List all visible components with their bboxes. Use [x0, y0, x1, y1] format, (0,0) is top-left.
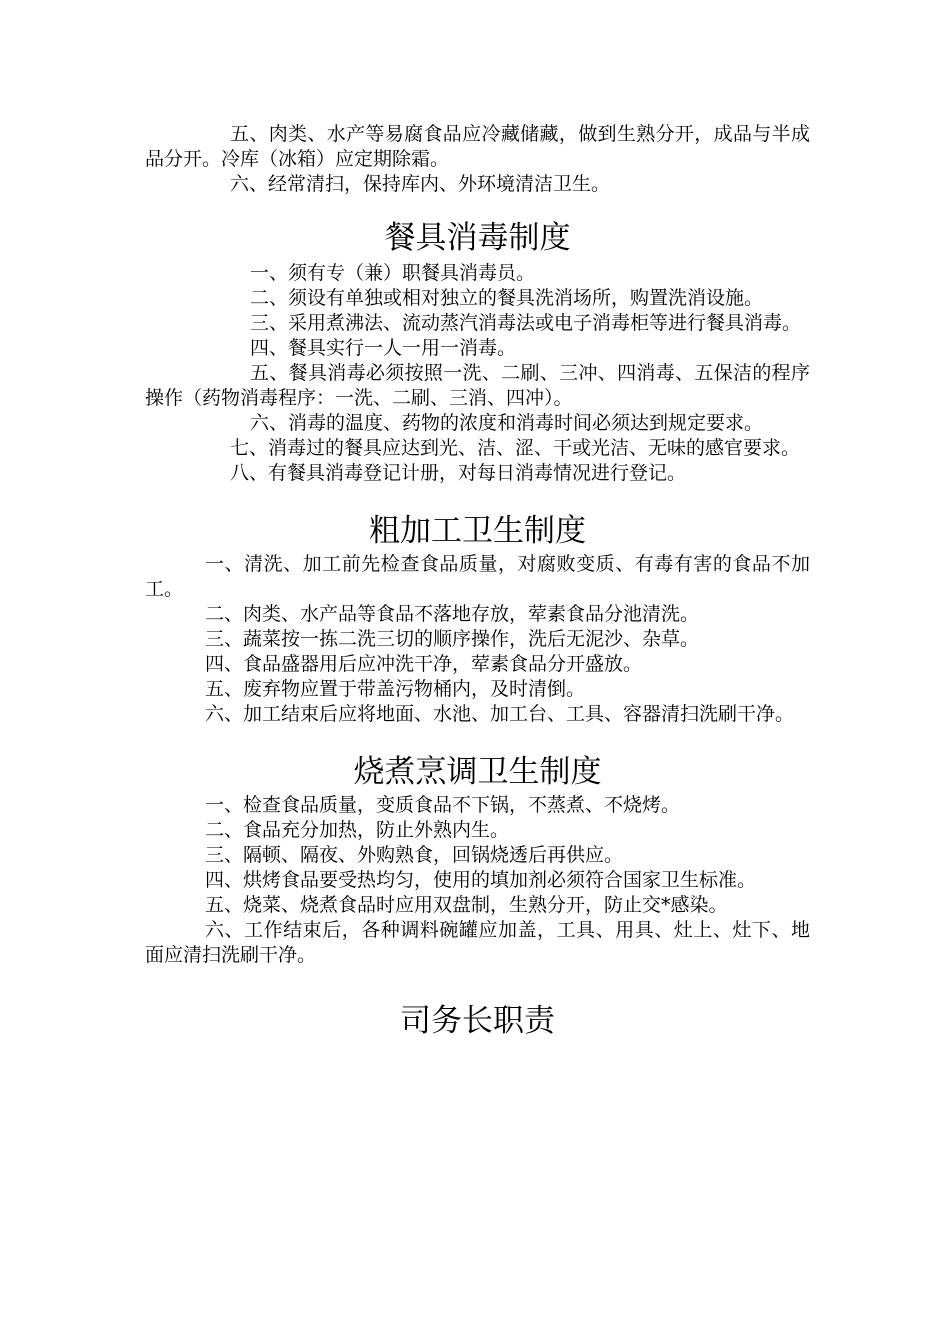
tableware-item-6: 六、消毒的温度、药物的浓度和消毒时间必须达到规定要求。 [250, 412, 764, 434]
cooking-item-4: 四、烘烤食品要受热均匀，使用的填加剂必须符合国家卫生标准。 [205, 869, 757, 891]
tableware-disinfection-section [145, 218, 810, 486]
tableware-item-4: 四、餐具实行一人一用一消毒。 [250, 337, 517, 359]
rough-item-5: 五、废弃物应置于带盖污物桶内，及时清倒。 [205, 678, 586, 700]
tableware-item-7: 七、消毒过的餐具应达到光、洁、涩、干或光洁、无味的感官要求。 [230, 437, 801, 459]
cooking-item-6: 六、工作结束后，各种调料碗罐应加盖，工具、用具、灶上、灶下、地面应清扫洗刷干净。 [145, 919, 810, 966]
storage-item-6: 六、经常清扫，保持库内、外环境清洁卫生。 [230, 173, 611, 195]
tableware-item-5: 五、餐具消毒必须按照一洗、二刷、三冲、四消毒、五保洁的程序操作（药物消毒程序：一洗、二刷、三消、四冲）。 [145, 362, 810, 409]
rough-processing-section [145, 511, 810, 727]
rough-item-1: 一、清洗、加工前先检查食品质量，对腐败变质、有毒有害的食品不加工。 [145, 553, 810, 600]
cooking-item-5: 五、烧菜、烧煮食品时应用双盘制，生熟分开，防止交*感染。 [205, 894, 728, 916]
storage-section [145, 122, 810, 197]
rough-item-4: 四、食品盛器用后应冲洗干净，荤素食品分开盛放。 [205, 653, 643, 675]
rough-item-6: 六、加工结束后应将地面、水池、加工台、工具、容器清扫洗刷干净。 [205, 703, 795, 725]
storage-item-5: 五、肉类、水产等易腐食品应冷藏储藏，做到生熟分开，成品与半成品分开。冷库（冰箱）应定期除霜。 [145, 123, 810, 170]
tableware-item-8: 八、有餐具消毒登记计册，对每日消毒情况进行登记。 [230, 462, 687, 484]
cooking-item-3: 三、隔顿、隔夜、外购熟食，回锅烧透后再供应。 [205, 844, 624, 866]
rough-item-3: 三、蔬菜按一拣二洗三切的顺序操作，洗后无泥沙、杂草。 [205, 628, 700, 650]
rough-item-2: 二、肉类、水产品等食品不落地存放，荤素食品分池清洗。 [205, 603, 700, 625]
rough-processing-title: 粗加工卫生制度 [369, 513, 586, 549]
tableware-disinfection-title: 餐具消毒制度 [384, 220, 571, 256]
tableware-item-3: 三、采用煮沸法、流动蒸汽消毒法或电子消毒柜等进行餐具消毒。 [250, 312, 802, 334]
document-page [145, 122, 810, 1041]
tableware-item-1: 一、须有专（兼）职餐具消毒员。 [250, 262, 536, 284]
steward-duties-title: 司务长职责 [400, 1003, 555, 1039]
cooking-item-1: 一、检查食品质量，变质食品不下锅，不蒸煮、不烧烤。 [205, 794, 681, 816]
cooking-hygiene-section [145, 752, 810, 968]
steward-duties-section [145, 1001, 810, 1041]
tableware-item-2: 二、须设有单独或相对独立的餐具洗消场所，购置洗消设施。 [250, 287, 764, 309]
cooking-hygiene-title: 烧煮烹调卫生制度 [353, 754, 602, 790]
cooking-item-2: 二、食品充分加热，防止外熟内生。 [205, 819, 510, 841]
